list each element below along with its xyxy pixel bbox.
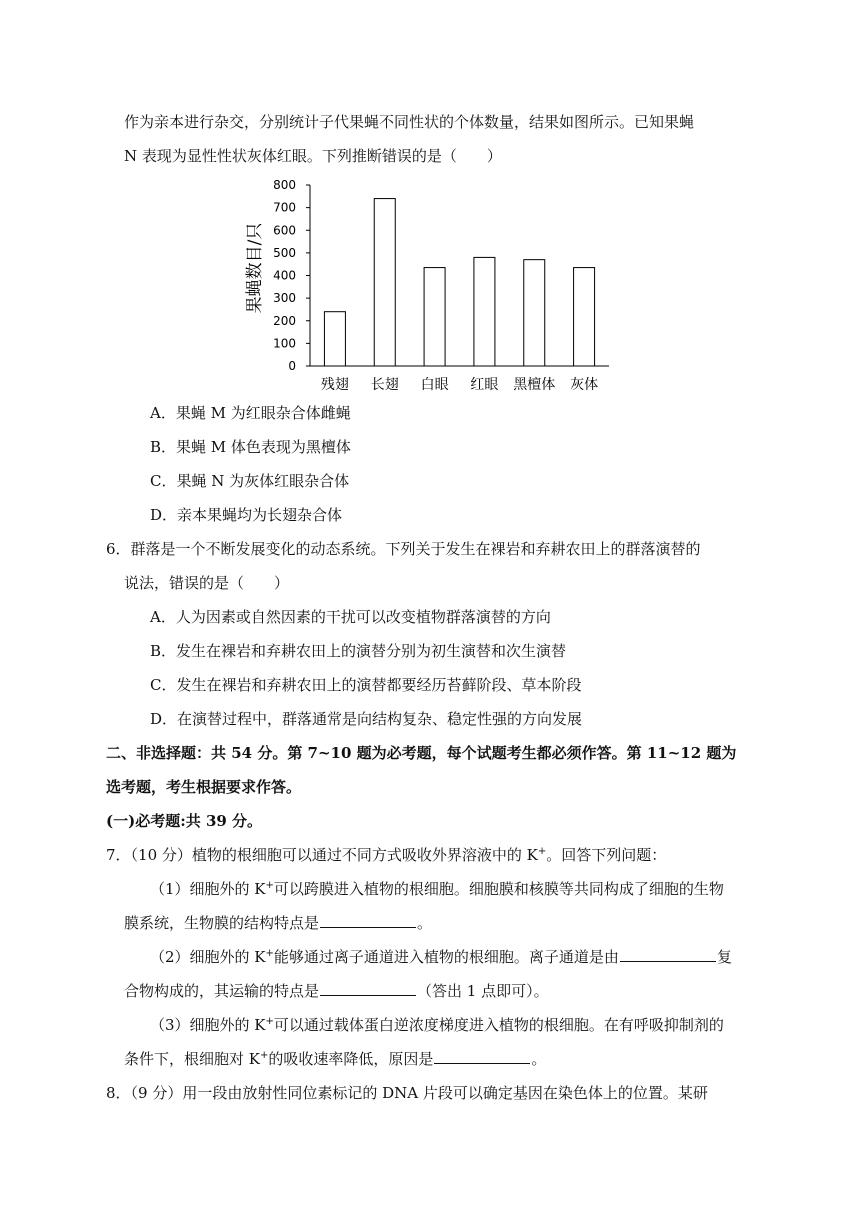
y-tick-label: 0 bbox=[288, 359, 296, 373]
bar-4 bbox=[524, 260, 545, 366]
y-tick-label: 800 bbox=[273, 178, 296, 192]
q7-p1-text-b: 可以跨膜进入植物的根细胞。细胞膜和核膜等共同构成了细胞的生物 bbox=[273, 880, 724, 898]
x-tick-label: 灰体 bbox=[570, 377, 599, 393]
q5-option-d: D．亲本果蝇均为长翅杂合体 bbox=[150, 506, 343, 524]
answer-blank-1[interactable] bbox=[320, 913, 416, 928]
q7-p2-text-b: 能够通过离子通道进入植物的根细胞。离子通道是由 bbox=[273, 948, 619, 966]
q7-part3-line1 bbox=[150, 1015, 724, 1035]
q7-p1-text-a: （1）细胞外的 K bbox=[150, 880, 266, 898]
y-tick-label: 100 bbox=[273, 336, 296, 351]
y-tick-label: 500 bbox=[273, 245, 296, 260]
superscript-plus: + bbox=[265, 948, 274, 959]
q6-option-c: C．发生在裸岩和弃耕农田上的演替都要经历苔藓阶段、草本阶段 bbox=[150, 676, 582, 694]
answer-blank-3[interactable] bbox=[320, 981, 416, 996]
x-tick-label: 残翅 bbox=[320, 377, 349, 393]
bar-2 bbox=[424, 268, 445, 366]
q7-stem bbox=[106, 845, 666, 865]
y-axis-label: 果蝇数目/只 bbox=[245, 222, 265, 314]
q7-p3-text-b: 可以通过载体蛋白逆浓度梯度进入植物的根细胞。在有呼吸抑制剂的 bbox=[273, 1016, 724, 1034]
superscript-plus: + bbox=[265, 1016, 274, 1027]
answer-blank-2[interactable] bbox=[620, 947, 716, 962]
q8-stem-line1: 8．（9 分）用一段由放射性同位素标记的 DNA 片段可以确定基因在染色体上的位置。某研 bbox=[106, 1084, 708, 1102]
superscript-plus: + bbox=[537, 846, 547, 857]
answer-blank-4[interactable] bbox=[434, 1049, 530, 1064]
q7-stem-text: 7．（10 分）植物的根细胞可以通过不同方式吸收外界溶液中的 K bbox=[106, 846, 538, 864]
section2-subheading: (一)必考题:共 39 分。 bbox=[106, 812, 263, 830]
q6-option-d: D．在演替过程中，群落通常是向结构复杂、稳定性强的方向发展 bbox=[150, 710, 583, 728]
q5-option-b: B．果蝇 M 体色表现为黑檀体 bbox=[150, 438, 351, 456]
q7-part2-line2 bbox=[124, 981, 549, 1001]
y-tick-label: 200 bbox=[273, 313, 296, 328]
q6-stem-line1: 6．群落是一个不断发展变化的动态系统。下列关于发生在裸岩和弃耕农田上的群落演替的 bbox=[106, 540, 701, 558]
section2-heading-line1: 二、非选择题：共 54 分。第 7~10 题为必考题，每个试题考生都必须作答。第 11~12 题为 bbox=[106, 744, 737, 762]
q5-stem-line2: N 表现为显性性状灰体红眼。下列推断错误的是（ ） bbox=[124, 147, 502, 165]
section2-heading-line2: 选考题，考生根据要求作答。 bbox=[106, 778, 302, 796]
q6-stem-line2: 说法，错误的是（ ） bbox=[124, 574, 290, 592]
y-tick-label: 700 bbox=[273, 200, 296, 215]
q7-p1-line2-end: 。 bbox=[417, 914, 433, 932]
q7-stem-text-end: 。回答下列问题： bbox=[546, 846, 667, 864]
bar-5 bbox=[574, 268, 595, 366]
q7-p1-line2-text: 膜系统，生物膜的结构特点是 bbox=[124, 914, 320, 932]
x-tick-label: 长翅 bbox=[370, 377, 399, 393]
q7-part1-line1 bbox=[150, 879, 724, 899]
bar-3 bbox=[474, 257, 495, 366]
x-tick-label: 红眼 bbox=[470, 377, 499, 393]
bar-chart bbox=[240, 172, 630, 398]
q6-option-a: A．人为因素或自然因素的干扰可以改变植物群落演替的方向 bbox=[150, 608, 551, 626]
y-tick-label: 400 bbox=[273, 268, 296, 283]
q7-part3-line2 bbox=[124, 1049, 546, 1069]
q7-p3-line2-text: 条件下，根细胞对 K bbox=[124, 1050, 260, 1068]
q7-p3-text-a: （3）细胞外的 K bbox=[150, 1016, 266, 1034]
q7-p3-line2-text-b: 的吸收速率降低，原因是 bbox=[268, 1050, 434, 1068]
x-tick-label: 白眼 bbox=[420, 377, 449, 393]
q5-option-c: C．果蝇 N 为灰体红眼杂合体 bbox=[150, 472, 350, 490]
q7-part1-line2 bbox=[124, 913, 432, 933]
q5-stem-line1: 作为亲本进行杂交，分别统计子代果蝇不同性状的个体数量，结果如图所示。已知果蝇 bbox=[124, 113, 695, 131]
bar-1 bbox=[374, 199, 395, 366]
q7-p3-line2-end: 。 bbox=[531, 1050, 547, 1068]
q7-p2-line2-end: （答出 1 点即可）。 bbox=[417, 982, 549, 1000]
bar-0 bbox=[324, 312, 345, 366]
superscript-plus: + bbox=[265, 880, 274, 891]
q7-p2-text-a: （2）细胞外的 K bbox=[150, 948, 266, 966]
y-tick-label: 600 bbox=[273, 223, 296, 238]
y-tick-label: 300 bbox=[273, 291, 296, 306]
superscript-plus: + bbox=[259, 1050, 269, 1061]
q5-option-a: A．果蝇 M 为红眼杂合体雌蝇 bbox=[150, 404, 351, 422]
x-tick-label: 黑檀体 bbox=[513, 377, 556, 393]
q7-p2-line2-text: 合物构成的，其运输的特点是 bbox=[124, 982, 320, 1000]
q7-part2-line1 bbox=[150, 947, 732, 967]
q7-p2-text-c: 复 bbox=[716, 948, 732, 966]
q6-option-b: B．发生在裸岩和弃耕农田上的演替分别为初生演替和次生演替 bbox=[150, 642, 567, 660]
